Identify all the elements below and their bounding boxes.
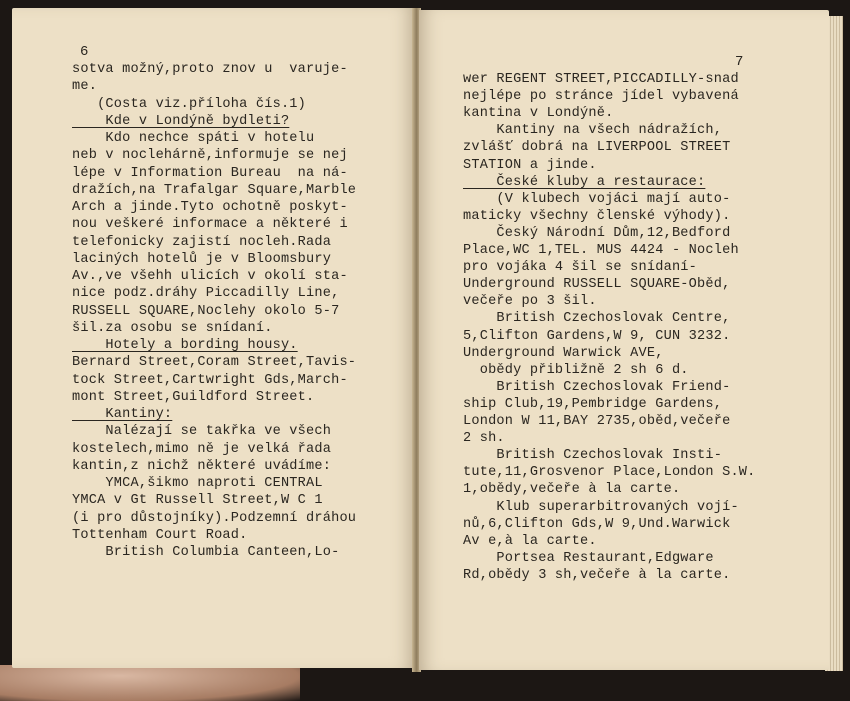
right-page-line: Český Národní Dům,12,Bedford [463,225,731,241]
right-page-line: wer REGENT STREET,PICCADILLY-snad [463,72,739,87]
right-page-line: obědy přibližně 2 sh 6 d. [463,362,689,378]
right-page-line: maticky všechny členské výhody). [463,208,731,224]
left-page-line: Kde v Londýně bydleti? [72,113,290,129]
right-page-line: Portsea Restaurant,Edgware [463,550,714,566]
right-page-line: 5,Clifton Gardens,W 9, CUN 3232. [463,328,731,344]
left-page-line: sotva možný,proto znov u varuje- [72,62,348,77]
left-page-line: laciných hotelů je v Bloomsbury [72,251,332,267]
left-page-line: me. [72,79,98,95]
right-page-line: tute,11,Grosvenor Place,London S.W. [463,465,756,481]
left-page [12,8,414,668]
page-number-right: 7 [735,54,744,70]
left-page-line: mont Street,Guildford Street. [72,389,315,405]
right-page-line: London W 11,BAY 2735,oběd,večeře [463,414,731,429]
left-page-line: Kdo nechce spáti v hotelu [72,131,315,146]
left-page-line: dražích,na Trafalgar Square,Marble [72,182,357,198]
hand-holding-book [0,665,300,701]
right-page-line: Underground Warwick AVE, [463,345,664,361]
left-page-line: neb v noclehárně,informuje se nej [72,148,348,164]
right-page-line: British Czechoslovak Friend- [463,379,731,395]
right-page-line: Rd,obědy 3 sh,večeře à la carte. [463,567,731,583]
left-page-line: Tottenham Court Road. [72,527,248,543]
left-page-line: YMCA v Gt Russell Street,W C 1 [72,493,323,509]
right-page [419,10,829,670]
left-page-line: Bernard Street,Coram Street,Tavis- [72,355,357,371]
left-page-line: lépe v Information Bureau na ná- [72,165,348,181]
left-page-line: tock Street,Cartwright Gds,March- [72,372,348,388]
left-page-line: Av.,ve všehh ulicích v okolí sta- [72,269,348,284]
right-page-line: zvlášť dobrá na LIVERPOOL STREET [463,140,731,156]
left-page-line: RUSSELL SQUARE,Noclehy okolo 5-7 [72,303,340,319]
right-page-line: 1,obědy,večeře à la carte. [463,482,681,498]
right-page-line: nů,6,Clifton Gds,W 9,Und.Warwick [463,516,731,532]
left-page-line: nice podz.dráhy Piccadilly Line, [72,286,340,302]
left-page-line: Arch a jinde.Tyto ochotně poskyt- [72,200,348,215]
left-page-line: nou veškeré informace a některé i [72,217,348,233]
right-page-line: Kantiny na všech nádražích, [463,123,723,139]
left-page-line: kostelech,mimo ně je velká řada [72,441,332,457]
left-page-line: kantin,z nichž některé uvádíme: [72,458,332,474]
right-page-line: Av e,à la carte. [463,533,597,549]
left-page-line: Nalézají se takřka ve všech [72,424,332,440]
right-page-line: pro vojáka 4 šil se snídaní- [463,260,698,276]
left-page-line: British Columbia Canteen,Lo- [72,545,340,560]
left-page-line: (i pro důstojníky).Podzemní dráhou [72,510,357,526]
right-page-line: STATION a jinde. [463,157,597,173]
right-page-line: kantina v Londýně. [463,106,614,122]
left-page-line: Hotely a bording housy. [72,338,298,353]
left-page-line: YMCA,šikmo naproti CENTRAL [72,476,323,491]
right-page-line: nejlépe po stránce jídel vybavená [463,89,739,105]
right-page-line: 2 sh. [463,431,505,447]
left-page-line: šil.za osobu se snídaní. [72,320,273,336]
left-page-line: Kantiny: [72,407,173,422]
page-number-left: 6 [80,44,89,60]
left-page-line: telefonicky zajistí nocleh.Rada [72,234,332,250]
left-page-line: (Costa viz.příloha čís.1) [72,96,307,112]
right-page-line: British Czechoslovak Insti- [463,448,723,464]
right-page-line: Underground RUSSELL SQUARE-Oběd, [463,277,731,293]
right-page-line: Klub superarbitrovaných vojí- [463,499,739,515]
right-page-line: (V klubech vojáci mají auto- [463,191,731,207]
right-page-line: British Czechoslovak Centre, [463,311,731,327]
right-page-line: Place,WC 1,TEL. MUS 4424 - Nocleh [463,243,739,258]
right-page-line: České kluby a restaurace: [463,174,706,190]
right-page-line: večeře po 3 šil. [463,294,597,310]
right-page-line: ship Club,19,Pembridge Gardens, [463,396,723,412]
